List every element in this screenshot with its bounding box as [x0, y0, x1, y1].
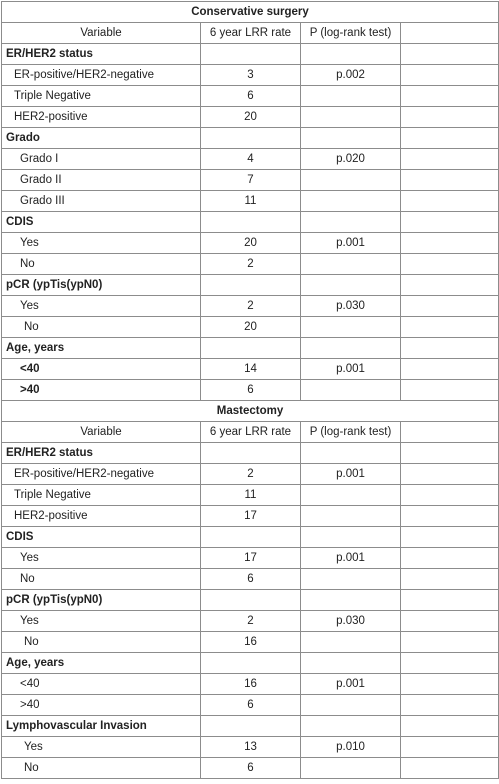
rate-cell: 17 — [201, 548, 301, 569]
table-row — [2, 65, 499, 86]
row-label: Triple Negative — [2, 485, 201, 506]
row-label: HER2-positive — [2, 107, 201, 128]
rate-cell: 6 — [201, 86, 301, 107]
group-row — [2, 443, 499, 464]
empty-cell — [201, 527, 301, 548]
p-cell — [301, 170, 401, 191]
p-cell: p.001 — [301, 548, 401, 569]
table-row — [2, 632, 499, 653]
empty-cell — [401, 65, 499, 86]
empty-cell — [201, 338, 301, 359]
empty-cell — [301, 338, 401, 359]
empty-cell — [201, 275, 301, 296]
p-cell — [301, 317, 401, 338]
empty-cell — [401, 275, 499, 296]
p-cell — [301, 506, 401, 527]
table-row — [2, 611, 499, 632]
p-cell: p.002 — [301, 65, 401, 86]
p-cell: p.001 — [301, 359, 401, 380]
empty-cell — [201, 212, 301, 233]
rate-cell: 3 — [201, 65, 301, 86]
empty-cell — [401, 506, 499, 527]
table-row — [2, 737, 499, 758]
group-row — [2, 275, 499, 296]
empty-cell — [401, 632, 499, 653]
rate-cell: 16 — [201, 674, 301, 695]
empty-cell — [401, 44, 499, 65]
empty-cell — [401, 212, 499, 233]
row-label: Triple Negative — [2, 86, 201, 107]
group-label: Grado — [2, 128, 201, 149]
empty-cell — [401, 548, 499, 569]
empty-cell — [401, 611, 499, 632]
table-row — [2, 149, 499, 170]
p-cell — [301, 254, 401, 275]
empty-cell — [401, 716, 499, 737]
table-row — [2, 464, 499, 485]
empty-cell — [201, 44, 301, 65]
rate-cell: 4 — [201, 149, 301, 170]
row-label: Grado II — [2, 170, 201, 191]
header-row — [2, 23, 499, 44]
rate-cell: 6 — [201, 380, 301, 401]
row-label: ER-positive/HER2-negative — [2, 65, 201, 86]
empty-cell — [301, 44, 401, 65]
rate-cell: 14 — [201, 359, 301, 380]
empty-cell — [301, 128, 401, 149]
empty-cell — [401, 422, 499, 443]
row-label: No — [2, 317, 201, 338]
row-label: Grado I — [2, 149, 201, 170]
group-label: pCR (ypTis(ypN0) — [2, 590, 201, 611]
group-row — [2, 212, 499, 233]
empty-cell — [401, 359, 499, 380]
table-row — [2, 296, 499, 317]
p-cell — [301, 485, 401, 506]
empty-cell — [301, 590, 401, 611]
row-label: >40 — [2, 695, 201, 716]
rate-cell: 6 — [201, 758, 301, 779]
empty-cell — [401, 23, 499, 44]
group-label: pCR (ypTis(ypN0) — [2, 275, 201, 296]
rate-cell: 11 — [201, 191, 301, 212]
empty-cell — [401, 254, 499, 275]
table-row — [2, 569, 499, 590]
group-label: ER/HER2 status — [2, 443, 201, 464]
group-row — [2, 653, 499, 674]
group-row — [2, 716, 499, 737]
empty-cell — [201, 716, 301, 737]
rate-cell: 2 — [201, 464, 301, 485]
table-row — [2, 86, 499, 107]
empty-cell — [201, 653, 301, 674]
section-title: Mastectomy — [2, 401, 499, 422]
p-cell — [301, 191, 401, 212]
empty-cell — [301, 716, 401, 737]
p-cell: p.030 — [301, 296, 401, 317]
empty-cell — [401, 296, 499, 317]
group-label: CDIS — [2, 212, 201, 233]
row-label: Yes — [2, 737, 201, 758]
table-row — [2, 254, 499, 275]
empty-cell — [401, 86, 499, 107]
header-row — [2, 422, 499, 443]
rate-cell: 13 — [201, 737, 301, 758]
table-row — [2, 359, 499, 380]
group-row — [2, 527, 499, 548]
col-header-variable: Variable — [2, 422, 201, 443]
empty-cell — [401, 128, 499, 149]
rate-cell: 7 — [201, 170, 301, 191]
empty-cell — [401, 527, 499, 548]
empty-cell — [401, 737, 499, 758]
rate-cell: 2 — [201, 254, 301, 275]
empty-cell — [201, 128, 301, 149]
group-label: ER/HER2 status — [2, 44, 201, 65]
table-row — [2, 107, 499, 128]
empty-cell — [201, 590, 301, 611]
p-cell: p.010 — [301, 737, 401, 758]
group-row — [2, 338, 499, 359]
rate-cell: 2 — [201, 296, 301, 317]
table-row — [2, 191, 499, 212]
col-header-p: P (log-rank test) — [301, 422, 401, 443]
rate-cell: 16 — [201, 632, 301, 653]
section-title-row — [2, 2, 499, 23]
row-label: No — [2, 758, 201, 779]
rate-cell: 2 — [201, 611, 301, 632]
table-row — [2, 674, 499, 695]
empty-cell — [401, 758, 499, 779]
empty-cell — [401, 485, 499, 506]
row-label: No — [2, 254, 201, 275]
lrr-results-table — [1, 1, 499, 779]
section-title: Conservative surgery — [2, 2, 499, 23]
p-cell — [301, 758, 401, 779]
p-cell — [301, 695, 401, 716]
p-cell — [301, 86, 401, 107]
row-label: Yes — [2, 233, 201, 254]
empty-cell — [401, 674, 499, 695]
group-row — [2, 590, 499, 611]
empty-cell — [401, 191, 499, 212]
empty-cell — [301, 275, 401, 296]
empty-cell — [301, 212, 401, 233]
group-row — [2, 128, 499, 149]
p-cell — [301, 107, 401, 128]
table-row — [2, 317, 499, 338]
p-cell: p.001 — [301, 233, 401, 254]
rate-cell: 20 — [201, 317, 301, 338]
p-cell — [301, 632, 401, 653]
table-row — [2, 233, 499, 254]
col-header-variable: Variable — [2, 23, 201, 44]
table-row — [2, 695, 499, 716]
row-label: No — [2, 632, 201, 653]
table-row — [2, 758, 499, 779]
row-label: ER-positive/HER2-negative — [2, 464, 201, 485]
row-label-text: >40 — [20, 384, 40, 396]
empty-cell — [401, 695, 499, 716]
p-cell — [301, 569, 401, 590]
empty-cell — [401, 569, 499, 590]
row-label — [2, 380, 201, 401]
p-cell: p.020 — [301, 149, 401, 170]
group-label: Age, years — [2, 338, 201, 359]
empty-cell — [301, 527, 401, 548]
col-header-p: P (log-rank test) — [301, 23, 401, 44]
col-header-rate: 6 year LRR rate — [201, 23, 301, 44]
row-label: No — [2, 569, 201, 590]
empty-cell — [401, 653, 499, 674]
row-label: Yes — [2, 296, 201, 317]
row-label: <40 — [2, 674, 201, 695]
table-row — [2, 506, 499, 527]
empty-cell — [401, 170, 499, 191]
empty-cell — [401, 149, 499, 170]
section-title-row — [2, 401, 499, 422]
table-row — [2, 170, 499, 191]
group-label: Lymphovascular Invasion — [2, 716, 201, 737]
row-label: Yes — [2, 548, 201, 569]
rate-cell: 20 — [201, 233, 301, 254]
rate-cell: 6 — [201, 569, 301, 590]
empty-cell — [201, 443, 301, 464]
rate-cell: 17 — [201, 506, 301, 527]
rate-cell: 20 — [201, 107, 301, 128]
empty-cell — [301, 443, 401, 464]
empty-cell — [401, 317, 499, 338]
row-label-text: <40 — [20, 363, 40, 375]
rate-cell: 6 — [201, 695, 301, 716]
empty-cell — [401, 338, 499, 359]
group-label: Age, years — [2, 653, 201, 674]
rate-cell: 11 — [201, 485, 301, 506]
empty-cell — [401, 233, 499, 254]
empty-cell — [401, 590, 499, 611]
row-label: Yes — [2, 611, 201, 632]
empty-cell — [401, 107, 499, 128]
empty-cell — [401, 380, 499, 401]
group-label: CDIS — [2, 527, 201, 548]
table-row — [2, 380, 499, 401]
empty-cell — [401, 443, 499, 464]
table-row — [2, 485, 499, 506]
group-row — [2, 44, 499, 65]
p-cell — [301, 380, 401, 401]
row-label: Grado III — [2, 191, 201, 212]
p-cell: p.001 — [301, 464, 401, 485]
col-header-rate: 6 year LRR rate — [201, 422, 301, 443]
table-row — [2, 548, 499, 569]
empty-cell — [301, 653, 401, 674]
row-label — [2, 359, 201, 380]
p-cell: p.030 — [301, 611, 401, 632]
row-label: HER2-positive — [2, 506, 201, 527]
empty-cell — [401, 464, 499, 485]
p-cell: p.001 — [301, 674, 401, 695]
